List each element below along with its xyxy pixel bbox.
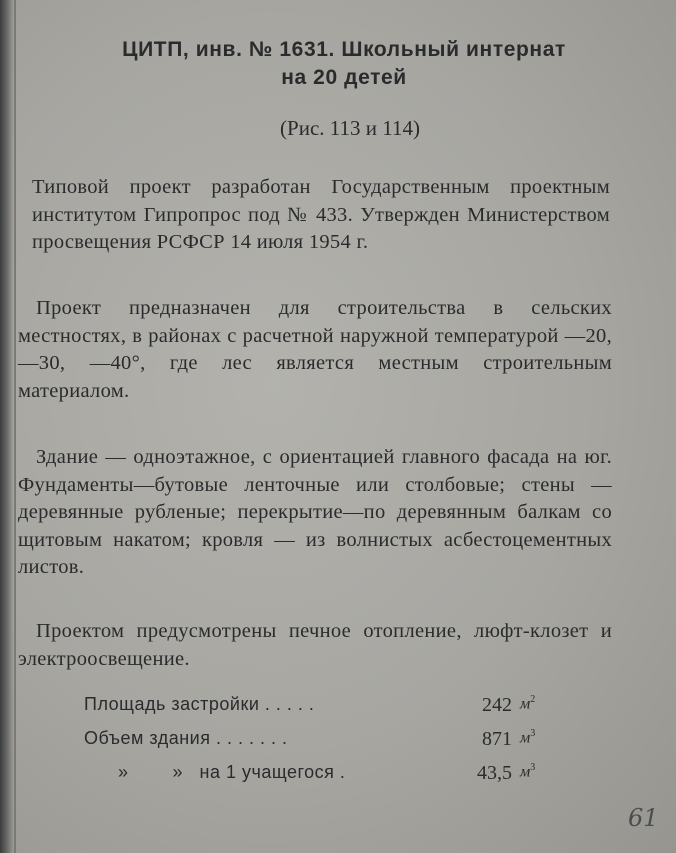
paragraph-purpose: Проект предназначен для строительства в сельских местностях, в районах с расчетной наружной температурой —20, —30, —40°, где лес является местным строительным материалом. xyxy=(18,297,612,402)
stat-label: » » на 1 учащегося . xyxy=(118,762,346,782)
stat-value: 43,5 xyxy=(477,762,512,784)
stat-row-footprint xyxy=(0,694,676,724)
stat-value: 242 xyxy=(482,694,512,716)
stat-row-volume xyxy=(0,728,676,758)
stat-unit: $м^3$ xyxy=(520,728,536,747)
paragraph-utilities: Проектом предусмотрены печное отопление, люфт-клозет и электроосвещение. xyxy=(18,620,612,670)
figure-reference: (Рис. 113 и 114) xyxy=(280,116,420,140)
heading-line-2: на 20 детей xyxy=(281,66,407,89)
paragraph-project-origin: Типовой проект разработан Государственным проектным институтом Гипропрос под № 433. Утвержден Министерством просвещения РСФСР 14 июля 1954 г. xyxy=(32,176,610,253)
page-number: 61 xyxy=(628,804,659,832)
stat-label: Площадь застройки . . . . . xyxy=(84,694,315,714)
paragraph-construction: Здание — одноэтажное, с ориентацией главного фасада на юг. Фундаменты—бутовые ленточные или столбовые; стены — деревянные рубленые; перекрытие—по деревянным балкам со щитовым накатом; кровля — из волнистых асбестоцементных листов. xyxy=(18,446,612,578)
stat-unit: $м^3$ xyxy=(520,762,536,781)
stat-row-volume-per-student xyxy=(0,762,676,792)
stat-label: Объем здания . . . . . . . xyxy=(84,728,288,748)
project-heading xyxy=(0,36,676,92)
heading-line-1: ЦИТП, инв. № 1631. Школьный интернат xyxy=(122,38,566,61)
stat-unit: $м^2$ xyxy=(520,694,536,713)
stat-value: 871 xyxy=(482,728,512,750)
